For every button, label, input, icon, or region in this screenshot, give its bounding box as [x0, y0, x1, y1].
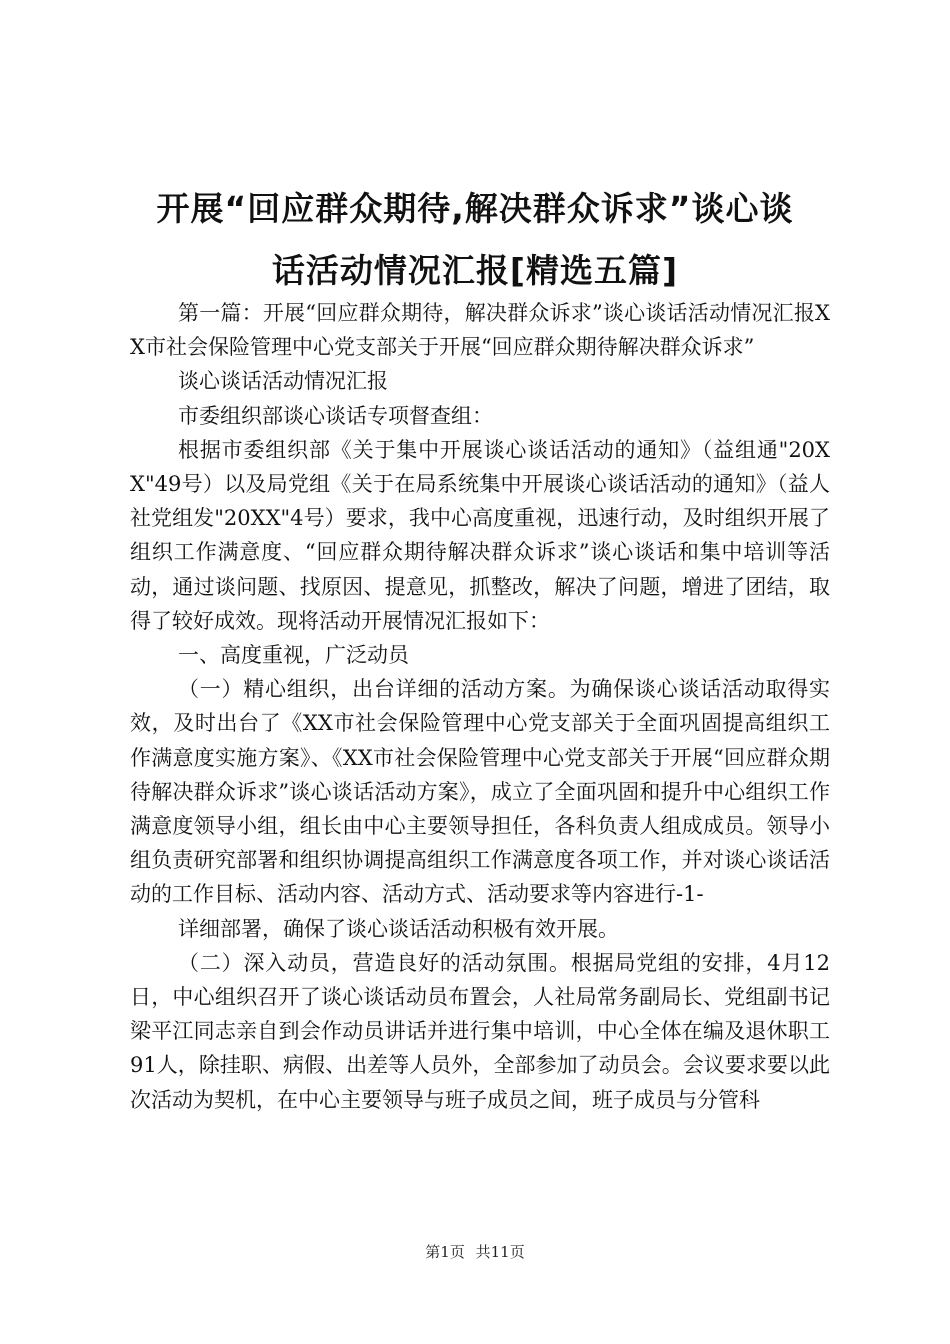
page-number: 第1页	[425, 1243, 465, 1261]
paragraph-subsection-1: （一）精心组织，出台详细的活动方案。为确保谈心谈话活动取得实效，及时出台了《XX市社会保险管理中心党支部关于全面巩固提高组织工作满意度实施方案》、《XX市社会保险管理中心党支部关于开展“回应群众期待解决群众诉求”谈心谈话活动方案》，成立了全面巩固和提升中心组织工作满意度领导小组，组长由中心主要领导担任，各科负责人组成成员。领导小组负责研究部署和组织协调提高组织工作满意度各项工作，并对谈心谈话活动的工作目标、活动内容、活动方式、活动要求等内容进行-1-	[130, 677, 830, 907]
document-title	[120, 178, 830, 302]
paragraph-salutation: 市委组织部谈心谈话专项督查组：	[178, 403, 493, 428]
document-body	[130, 296, 830, 1117]
paragraph-report-subtitle: 谈心谈话活动情况汇报	[178, 369, 388, 394]
paragraph-introduction: 根据市委组织部《关于集中开展谈心谈话活动的通知》（益组通"20XX"49号）以及局党组《关于在局系统集中开展谈心谈话活动的通知》（益人社党组发"20XX"4号）要求，我中心高度重视，迅速行动，及时组织开展了组织工作满意度、“回应群众期待解决群众诉求”谈心谈话和集中培训等活动，通过谈问题、找原因、提意见，抓整改，解决了问题，增进了团结，取得了较好成效。现将活动开展情况汇报如下：	[130, 437, 830, 633]
paragraph-continuation: 详细部署，确保了谈心谈话活动积极有效开展。	[178, 916, 619, 941]
page-footer	[0, 1242, 950, 1262]
page-total: 共11页	[475, 1243, 525, 1261]
paragraph-chapter-heading: 第一篇：开展“回应群众期待，解决群众诉求”谈心谈话活动情况汇报XX市社会保险管理中心党支部关于开展“回应群众期待解决群众诉求”	[130, 301, 830, 360]
title-line-1: 开展“回应群众期待,解决群众诉求”谈心谈	[156, 189, 794, 228]
paragraph-subsection-2: （二）深入动员，营造良好的活动氛围。根据局党组的安排，4月12日，中心组织召开了谈心谈话动员布置会，人社局常务副局长、党组副书记梁平江同志亲自到会作动员讲话并进行集中培训，中心全体在编及退休职工91人，除挂职、病假、出差等人员外，全部参加了动员会。会议要求要以此次活动为契机，在中心主要领导与班子成员之间，班子成员与分管科	[130, 950, 830, 1112]
title-line-2: 话活动情况汇报[精选五篇]	[271, 251, 679, 290]
section-heading-1: 一、高度重视，广泛动员	[178, 643, 409, 668]
